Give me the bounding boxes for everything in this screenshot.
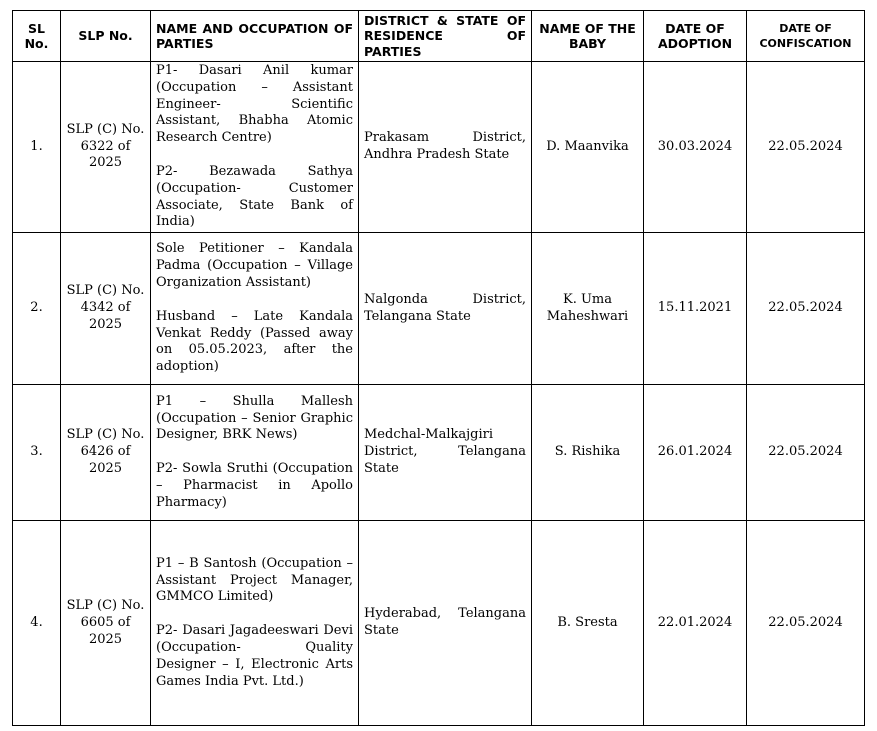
table-row bbox=[13, 233, 865, 385]
sl-cell: 1. bbox=[13, 62, 61, 233]
sl-cell: 3. bbox=[13, 385, 61, 521]
baby-cell: S. Rishika bbox=[532, 385, 644, 521]
party-one: P1 – B Santosh (Occupation – Assistant Project Manager, GMMCO Limited) bbox=[156, 555, 353, 605]
adoption-date-cell: 22.01.2024 bbox=[644, 521, 747, 726]
header-residence: DISTRICT & STATE OF RESIDENCE OF PARTIES bbox=[359, 11, 532, 62]
party-one: P1 – Shulla Mallesh (Occupation – Senior Graphic Designer, BRK News) bbox=[156, 393, 353, 443]
sl-cell: 4. bbox=[13, 521, 61, 726]
header-baby: NAME OF THE BABY bbox=[532, 11, 644, 62]
parties-cell bbox=[151, 521, 359, 726]
residence-cell: Prakasam District, Andhra Pradesh State bbox=[359, 62, 532, 233]
header-confiscation: DATE OF CONFISCATION bbox=[747, 11, 865, 62]
slp-cell: SLP (C) No. 6605 of 2025 bbox=[61, 521, 151, 726]
party-two: Husband – Late Kandala Venkat Reddy (Passed away on 05.05.2023, after the adoption) bbox=[156, 308, 353, 375]
header-slp-no: SLP No. bbox=[61, 11, 151, 62]
residence-cell: Hyderabad, Telangana State bbox=[359, 521, 532, 726]
slp-cell: SLP (C) No. 4342 of 2025 bbox=[61, 233, 151, 385]
adoption-table bbox=[12, 10, 865, 726]
baby-cell: K. Uma Maheshwari bbox=[532, 233, 644, 385]
party-one: P1- Dasari Anil kumar (Occupation – Assistant Engineer- Scientific Assistant, Bhabha Atomic Research Centre) bbox=[156, 63, 353, 146]
parties-cell bbox=[151, 385, 359, 521]
table-row bbox=[13, 521, 865, 726]
slp-cell: SLP (C) No. 6322 of 2025 bbox=[61, 62, 151, 233]
confiscation-date-cell: 22.05.2024 bbox=[747, 385, 865, 521]
party-two: P2- Dasari Jagadeeswari Devi (Occupation- Quality Designer – I, Electronic Arts Games India Pvt. Ltd.) bbox=[156, 623, 353, 689]
adoption-date-cell: 15.11.2021 bbox=[644, 233, 747, 385]
party-one: Sole Petitioner – Kandala Padma (Occupation – Village Organization Assistant) bbox=[156, 241, 353, 290]
header-adoption: DATE OF ADOPTION bbox=[644, 11, 747, 62]
residence-cell: Nalgonda District, Telangana State bbox=[359, 233, 532, 385]
baby-cell: D. Maanvika bbox=[532, 62, 644, 233]
header-sl-no: SL No. bbox=[13, 11, 61, 62]
confiscation-date-cell: 22.05.2024 bbox=[747, 62, 865, 233]
parties-cell bbox=[151, 62, 359, 233]
table-row bbox=[13, 62, 865, 233]
party-two: P2- Bezawada Sathya (Occupation- Customer Associate, State Bank of India) bbox=[156, 163, 353, 230]
residence-cell: Medchal-Malkajgiri District, Telangana State bbox=[359, 385, 532, 521]
parties-cell bbox=[151, 233, 359, 385]
header-row bbox=[13, 11, 865, 62]
baby-cell: B. Sresta bbox=[532, 521, 644, 726]
party-two: P2- Sowla Sruthi (Occupation – Pharmacist in Apollo Pharmacy) bbox=[156, 461, 353, 510]
table-row bbox=[13, 385, 865, 521]
header-parties: NAME AND OCCUPATION OF PARTIES bbox=[151, 11, 359, 62]
confiscation-date-cell: 22.05.2024 bbox=[747, 521, 865, 726]
confiscation-date-cell: 22.05.2024 bbox=[747, 233, 865, 385]
adoption-date-cell: 26.01.2024 bbox=[644, 385, 747, 521]
sl-cell: 2. bbox=[13, 233, 61, 385]
adoption-date-cell: 30.03.2024 bbox=[644, 62, 747, 233]
slp-cell: SLP (C) No. 6426 of 2025 bbox=[61, 385, 151, 521]
